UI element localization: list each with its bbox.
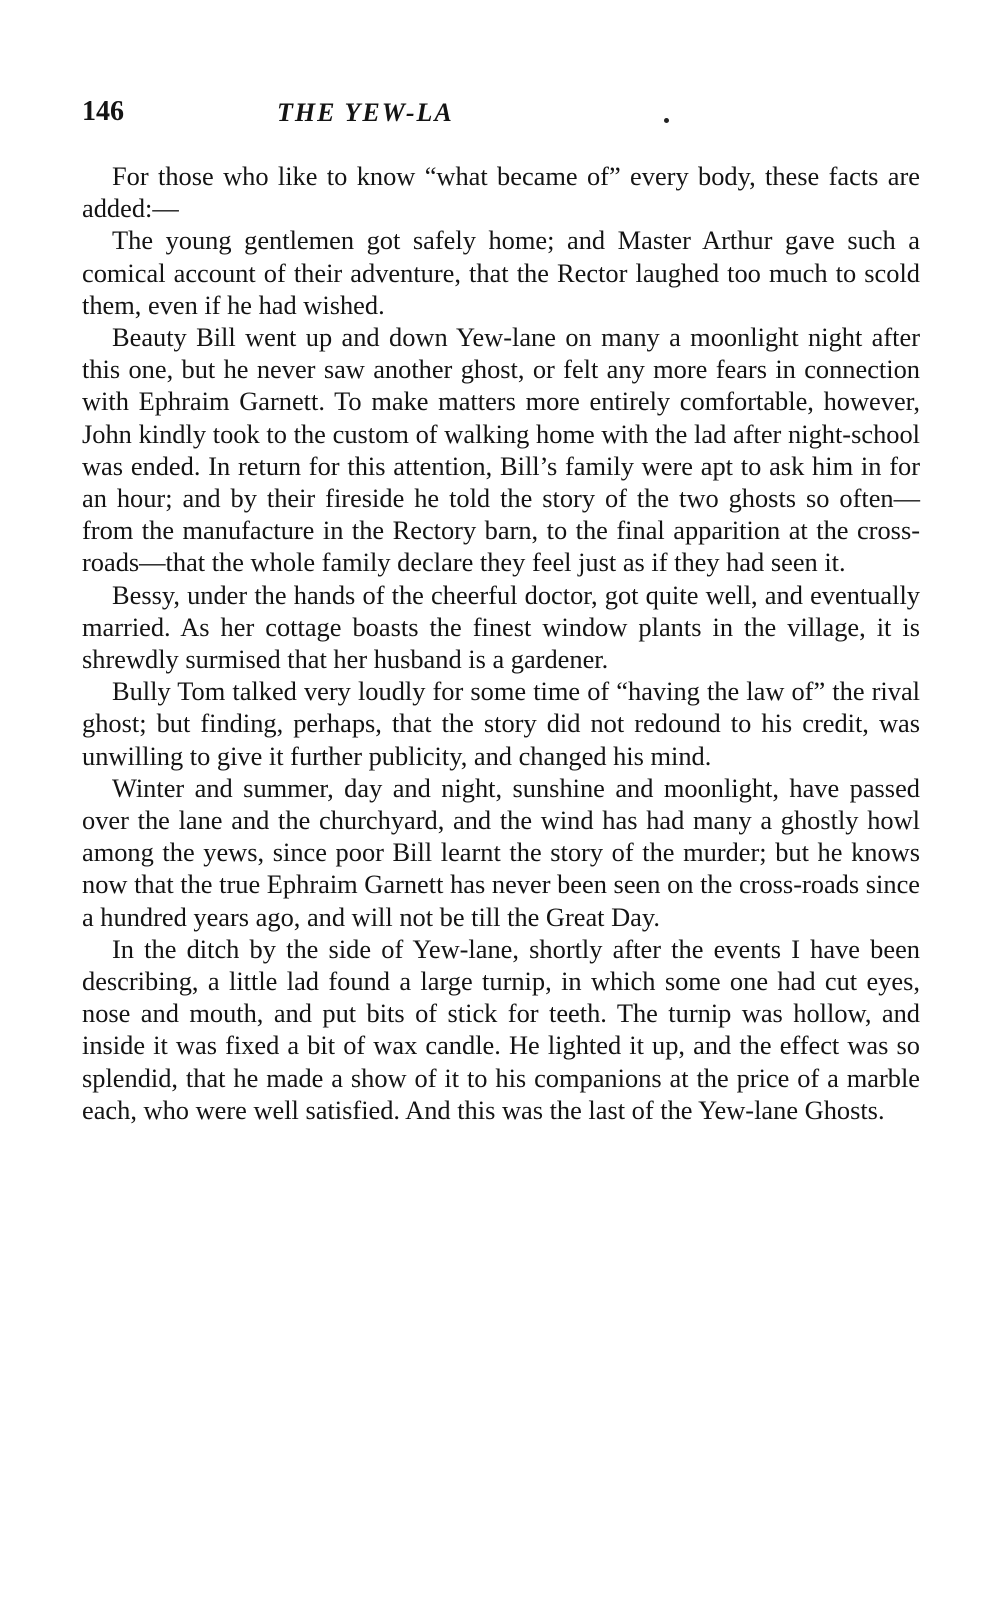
page-number: 146 [82,96,124,127]
ink-speck [664,118,669,123]
running-head: THE YEW-LA [277,98,454,127]
paragraph-epilogue-intro: For those who like to know “what became of” every body, these facts are added:— [82,161,920,224]
paragraph-young-gentlemen: The young gentlemen got safely home; and Master Arthur gave such a comical account of their adventure, that the Rector laughed too much to scold them, even if he had wished. [82,225,920,320]
page-header [82,96,922,136]
paragraph-turnip: In the ditch by the side of Yew-lane, shortly after the events I have been describing, a little lad found a large turnip, in which some one had cut eyes, nose and mouth, and put bits of stick for teeth. The turnip was hollow, and inside it was fixed a bit of wax candle. He lighted it up, and the effect was so splendid, that he made a show of it to his companions at the price of a marble each, who were well satisfied. And this was the last of the Yew-lane Ghosts. [82,933,920,1125]
paragraph-winter-summer: Winter and summer, day and night, sunshine and moonlight, have passed over the lane and the churchyard, and the wind has had many a ghostly howl among the yews, since poor Bill learnt the story of the murder; but he knows now that the true Ephraim Garnett has never been seen on the cross-roads since a hundred years ago, and will not be till the Great Day. [82,772,920,932]
paragraph-bully-tom: Bully Tom talked very loudly for some time of “having the law of” the rival ghost; but finding, perhaps, that the story did not redound to his credit, was unwilling to give it further publicity, and changed his mind. [82,676,920,771]
body-text [82,160,920,1126]
paragraph-beauty-bill: Beauty Bill went up and down Yew-lane on many a moonlight night after this one, but he never saw another ghost, or felt any more fears in connection with Ephraim Garnett. To make matters more entirely comfortable, however, John kindly took to the custom of walking home with the lad after night-school was ended. In return for this attention, Bill’s family were apt to ask him in for an hour; and by their fireside he told the story of the two ghosts so often—from the manufacture in the Rectory barn, to the final apparition at the cross-roads—that the whole family declare they feel just as if they had seen it. [82,322,920,578]
paragraph-bessy: Bessy, under the hands of the cheerful doctor, got quite well, and eventually married. As her cottage boasts the finest window plants in the village, it is shrewdly surmised that her husband is a gardener. [82,579,920,675]
